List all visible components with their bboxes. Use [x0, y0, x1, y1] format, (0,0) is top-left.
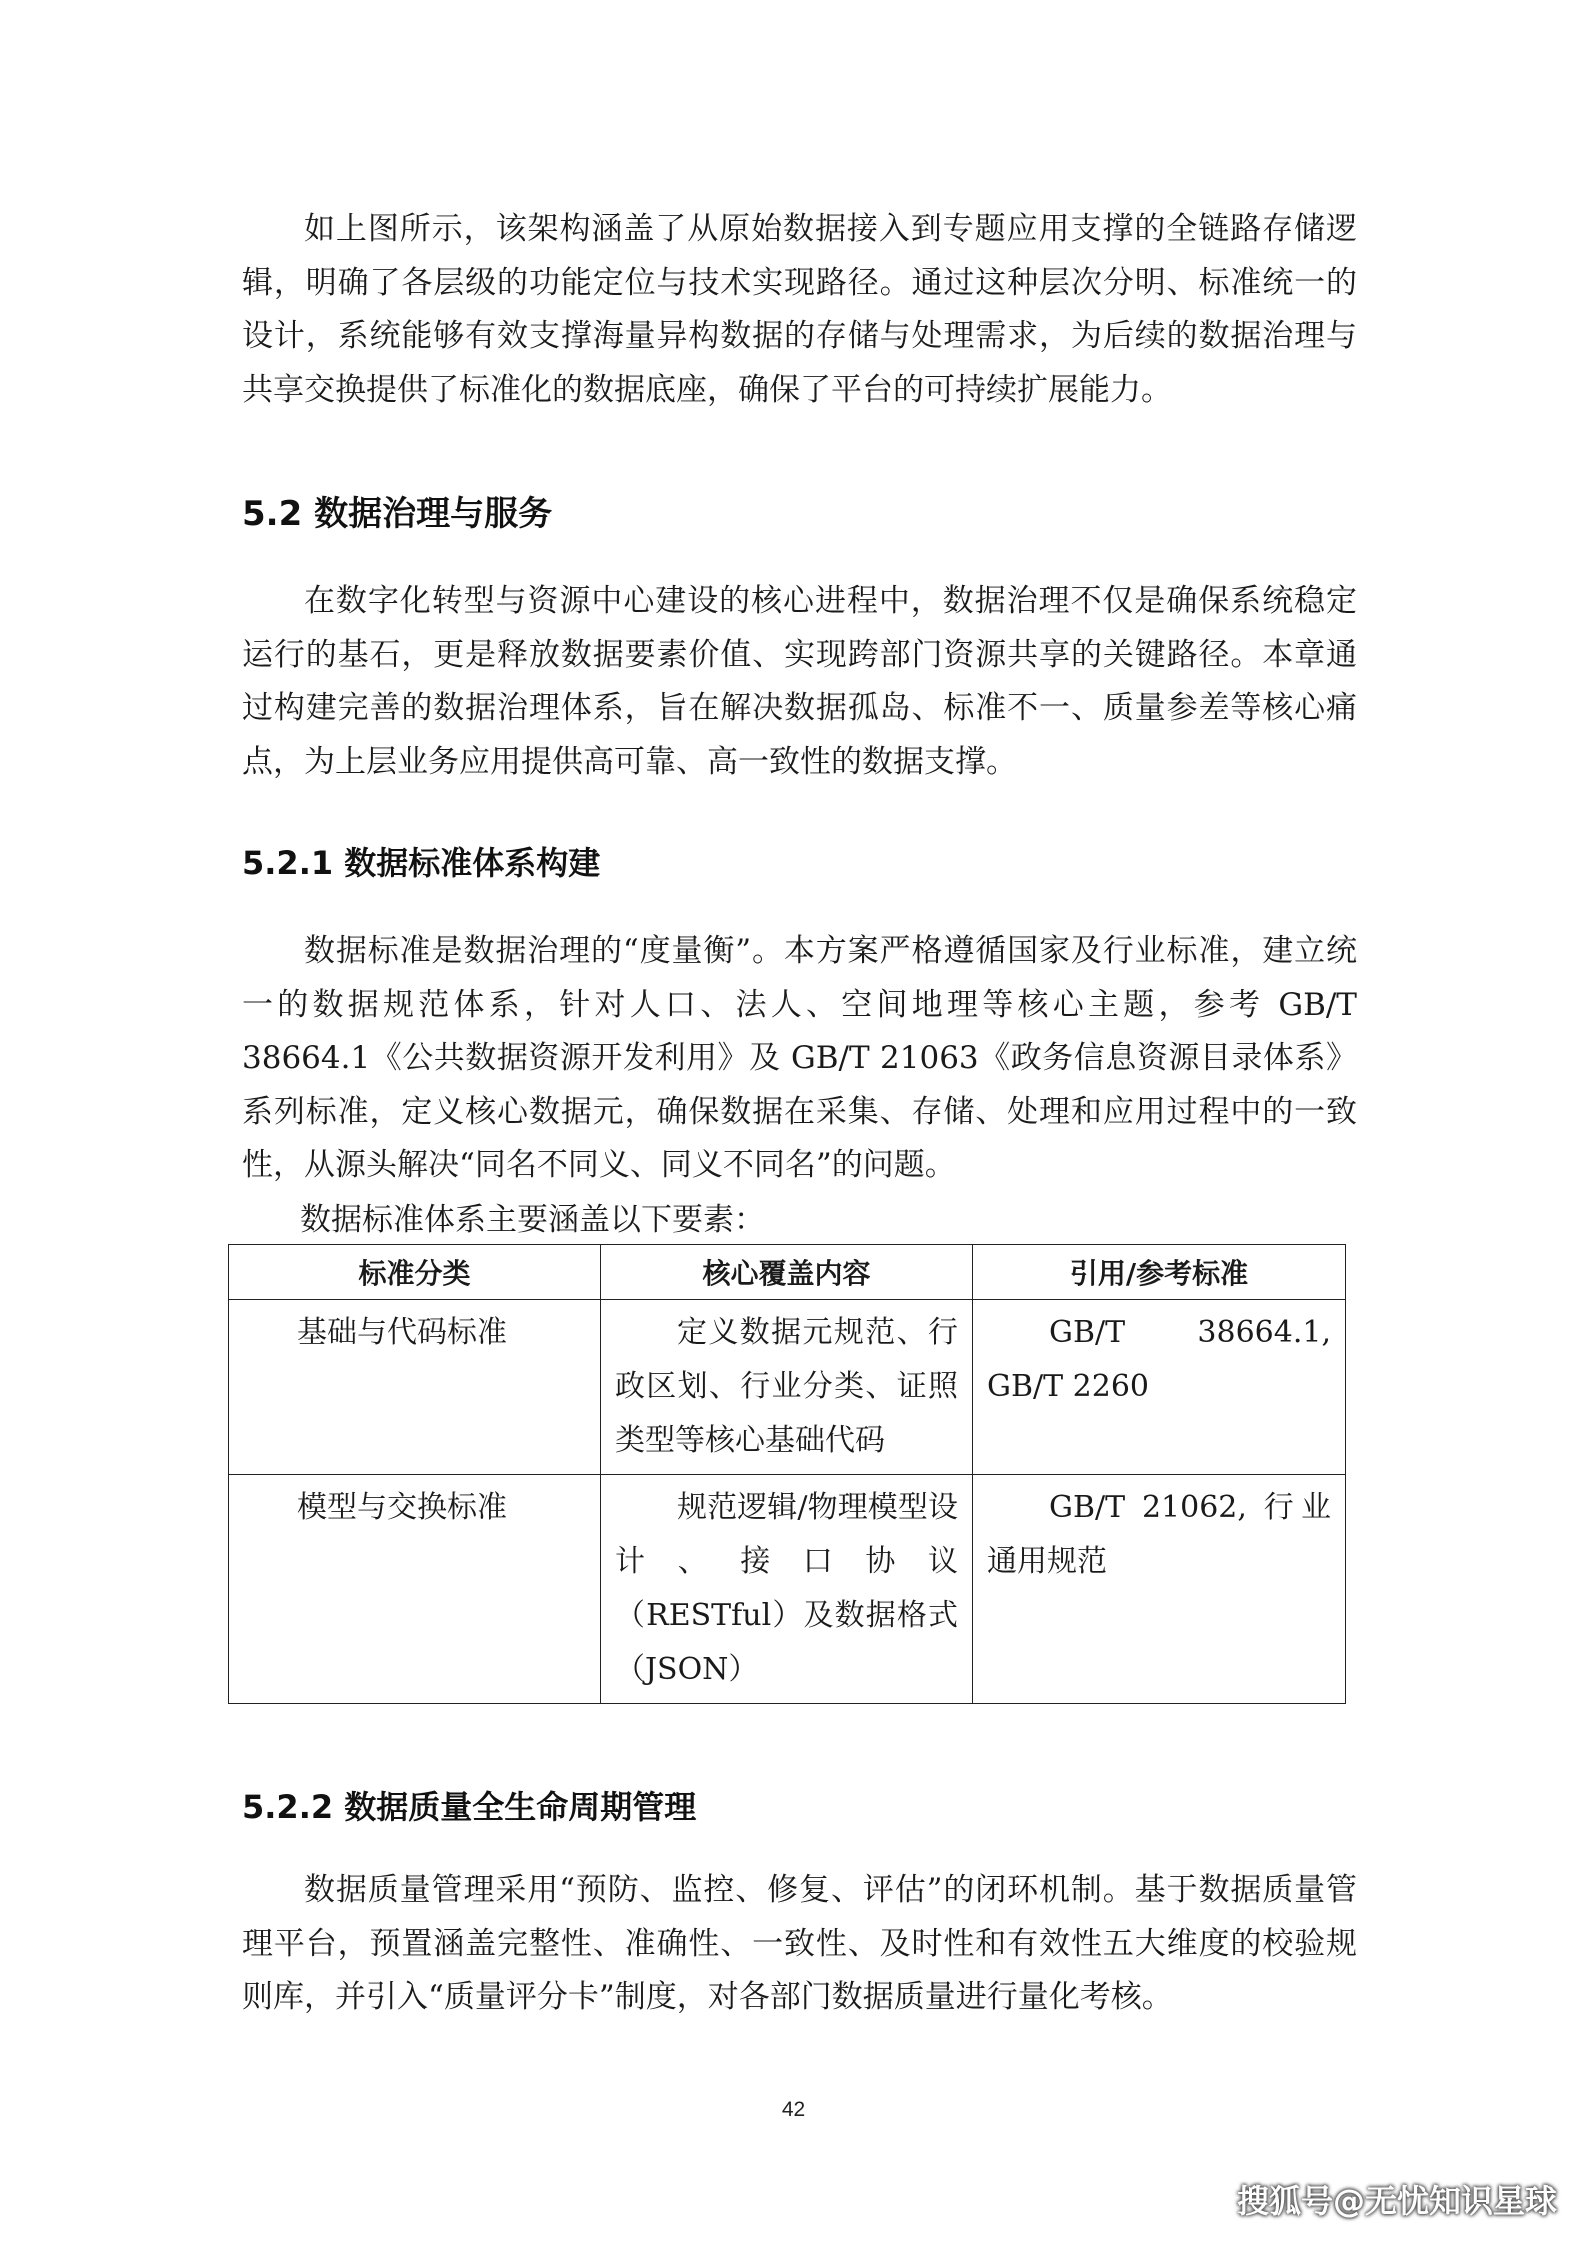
table-header-cell: 引用/参考标准 [973, 1245, 1346, 1300]
table-cell: 基础与代码标准 [229, 1300, 601, 1475]
table-cell: 定义数据元规范、行政区划、行业分类、证照类型等核心基础代码 [601, 1300, 973, 1475]
section-5-2-2-paragraph: 数据质量管理采用“预防、监控、修复、评估”的闭环机制。基于数据质量管理平台，预置涵盖完整性、准确性、一致性、及时性和有效性五大维度的校验规则库，并引入“质量评分卡”制度，对各部门数据质量进行量化考核。 [242, 1872, 1357, 2015]
table-header-row [229, 1245, 1346, 1300]
section-5-2-title: 5.2 数据治理与服务 [242, 494, 553, 534]
page-number: 42 [781, 2098, 806, 2121]
section-5-2-paragraph: 在数字化转型与资源中心建设的核心进程中，数据治理不仅是确保系统稳定运行的基石，更是释放数据要素价值、实现跨部门资源共享的关键路径。本章通过构建完善的数据治理体系，旨在解决数据孤岛、标准不一、质量参差等核心痛点，为上层业务应用提供高可靠、高一致性的数据支撑。 [242, 583, 1357, 780]
table-header-cell: 核心覆盖内容 [601, 1245, 973, 1300]
section-5-2-1-paragraph: 数据标准是数据治理的“度量衡”。本方案严格遵循国家及行业标准，建立统一的数据规范体系，针对人口、法人、空间地理等核心主题，参考 GB/T 38664.1《公共数据资源开发利用》及 GB/T 21063《政务信息资源目录体系》系列标准，定义核心数据元，确保数据在采集、存储、处理和应用过程中的一致性，从源头解决“同名不同义、同义不同名”的问题。 [242, 933, 1357, 1183]
table-row [229, 1300, 1346, 1475]
table-caption: 数据标准体系主要涵盖以下要素： [300, 1202, 765, 1238]
intro-paragraph: 如上图所示，该架构涵盖了从原始数据接入到专题应用支撑的全链路存储逻辑，明确了各层级的功能定位与技术实现路径。通过这种层次分明、标准统一的设计，系统能够有效支撑海量异构数据的存储与处理需求，为后续的数据治理与共享交换提供了标准化的数据底座，确保了平台的可持续扩展能力。 [242, 211, 1357, 408]
table-header-cell: 标准分类 [229, 1245, 601, 1300]
table-cell: GB/T 38664.1, GB/T 2260 [973, 1300, 1346, 1475]
table-row [229, 1475, 1346, 1704]
table-cell: GB/T 21062, 行业通用规范 [973, 1475, 1346, 1704]
section-5-2-2-title: 5.2.2 数据质量全生命周期管理 [242, 1788, 697, 1826]
section-5-2-1-title: 5.2.1 数据标准体系构建 [242, 844, 601, 882]
table-cell: 模型与交换标准 [229, 1475, 601, 1704]
standards-table [228, 1244, 1346, 1704]
watermark: 搜狐号@无忧知识星球 [1236, 2182, 1557, 2220]
table-cell: 规范逻辑/物理模型设计、接口协议（RESTful）及数据格式（JSON） [601, 1475, 973, 1704]
